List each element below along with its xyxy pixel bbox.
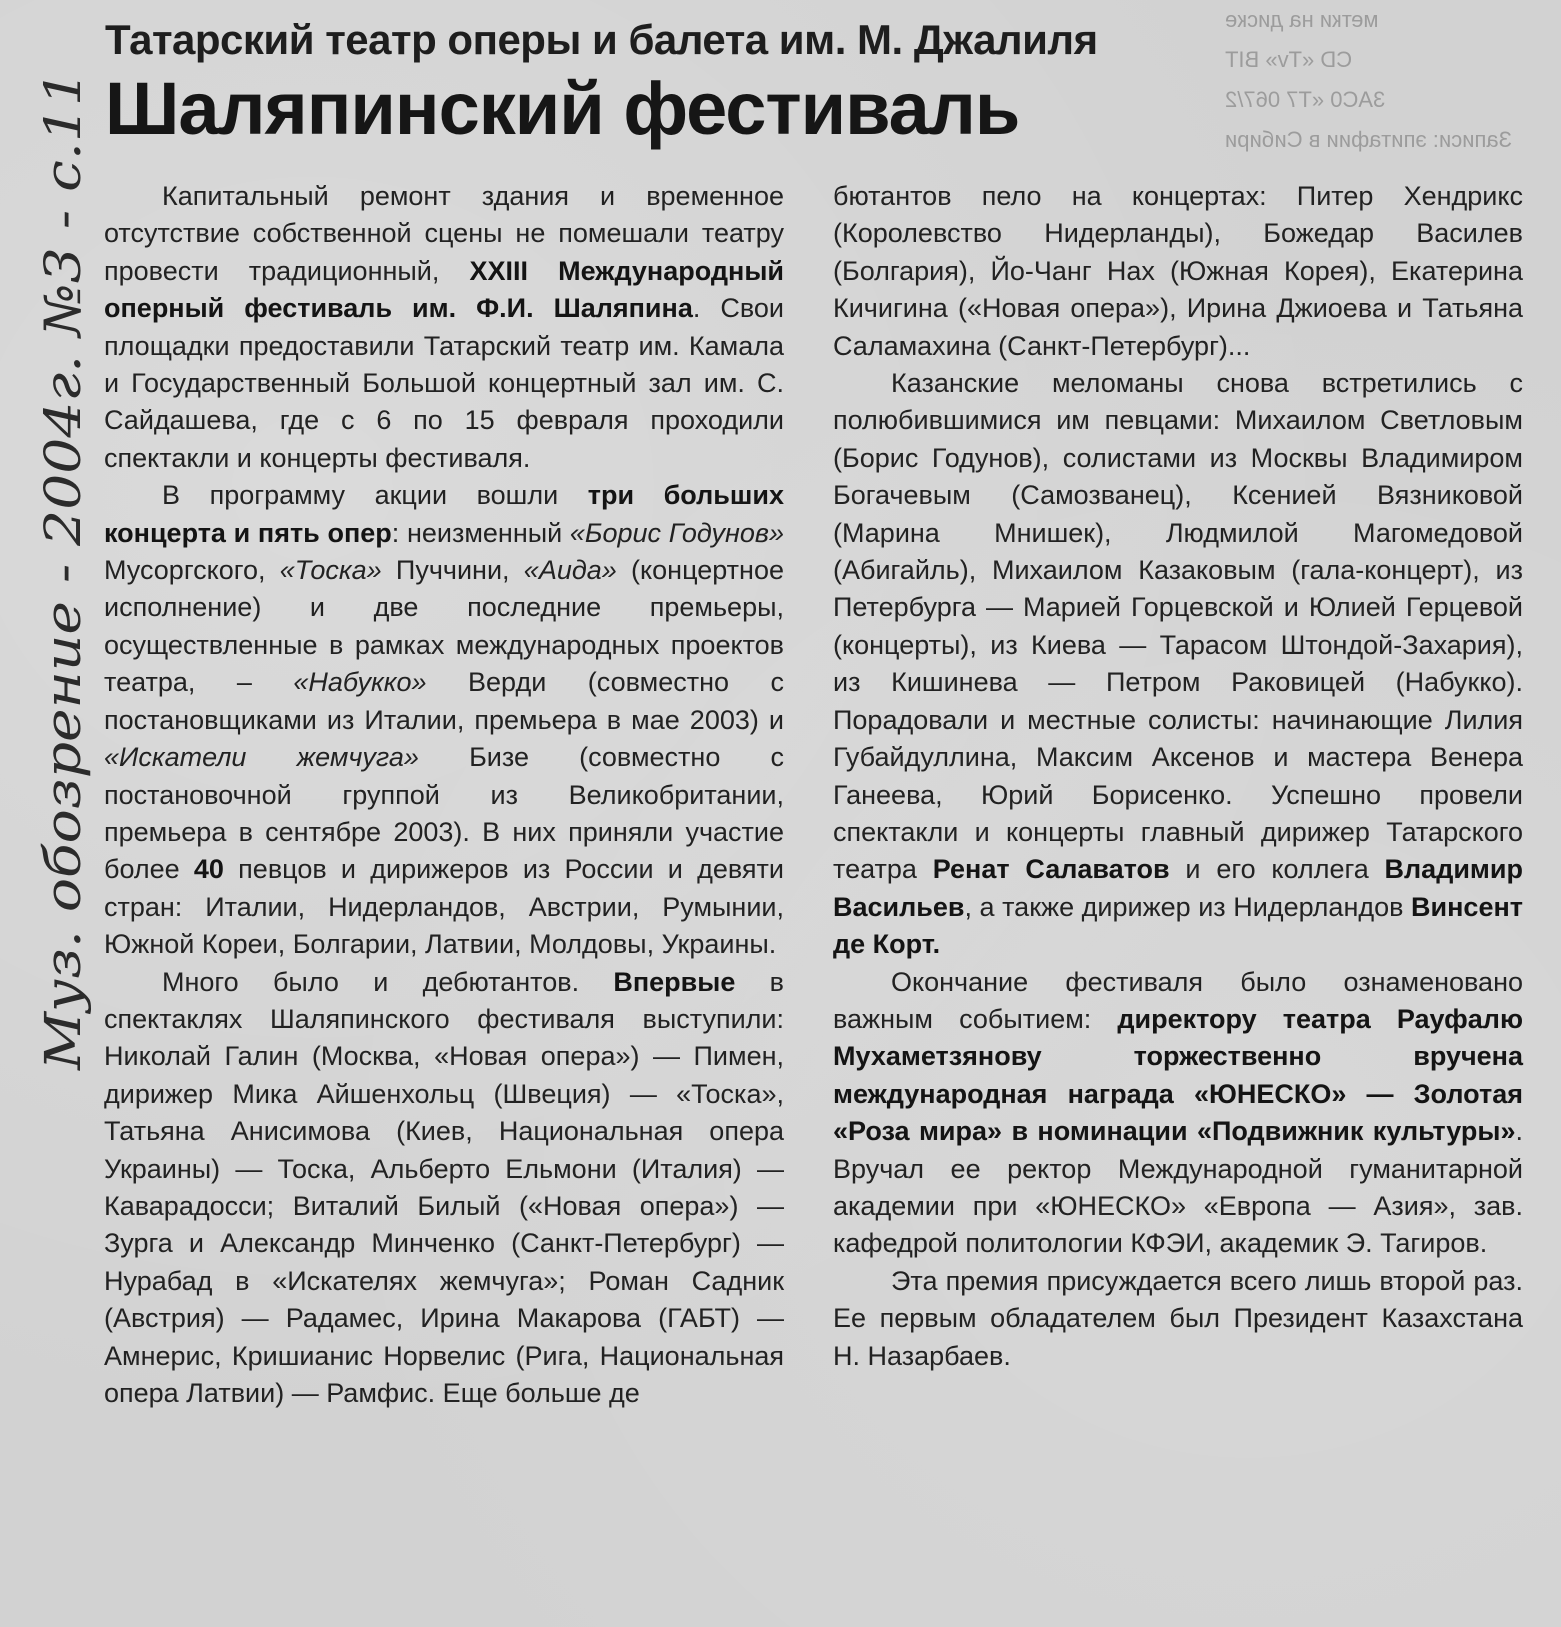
text-run: Много было и дебютантов. <box>162 966 614 997</box>
bold-text: Владимир Васильев <box>833 854 1523 922</box>
text-run: Мусоргского, <box>104 555 280 586</box>
text-run: Бизе (совместно с постановочной группой из Великобритании, премьера в сентябре 2003). В них приняли участие более <box>104 742 784 885</box>
text-run: Эта премия присуждается всего лишь второй раз. Ее первым обладателем был Президент Казахстана Н. Назарбаев. <box>833 1265 1523 1371</box>
text-run: Капитальный ремонт здания и временное отсутствие собственной сцены не помешали театру провести традиционный, <box>104 181 784 286</box>
italic-title: «Искатели жемчуга» <box>104 742 419 773</box>
bold-text: Ренат Салаватов <box>932 854 1170 885</box>
bleed-line: метки на диске <box>1225 7 1379 32</box>
bleed-line: 3AC0 «T7 067/2 <box>1225 87 1386 112</box>
handwritten-annotation-drawing <box>28 40 98 1080</box>
bleed-line: Записи: эпитафии в Сибири <box>1225 127 1512 152</box>
text-run: бютантов пело на концертах: Питер Хендрикс (Королевство Нидерланды), Божедар Василев (Болгария), Йо-Чанг Нах (Южная Корея), Екатерина Кичигина («Новая опера»), Ирина Джиоева и Татьяна Саламахина (Санкт-Петербург)... <box>833 181 1523 361</box>
text-run: Окончание фестиваля было ознаменовано важным событием: <box>833 966 1523 1034</box>
article-kicker: Татарский театр оперы и балета им. М. Джалиля <box>105 16 1098 63</box>
text-run: Казанские меломаны снова встретились с полюбившимися им певцами: Михаилом Светловым (Борис Годунов), солистами из Москвы Владимиром Богачевым (Самозванец), Ксенией Вязниковой (Марина Мнишек), Людмилой Магомедовой (Абигайль), Михаилом Казаковым (гала-концерт), из Петербурга — Марией Горцевской и Юлией Герцевой (концерты), из Киева — Тарасом Штондой-Захария), из Кишинева — Петром Раковицей (Набукко). Порадовали и местные солисты: начинающие Лилия Губайдуллина, Максим Аксенов и мастера Венера Ганеева, Юрий Борисенко. Успешно провели спектакли и концерты главный дирижер Татарского театра <box>833 368 1523 885</box>
handwritten-annotation-text: Муз. обозрение - 2004г. №3 - с.11 <box>34 188 92 1070</box>
italic-title: «Тоска» <box>279 555 382 586</box>
bold-text: Винсент де Корт. <box>833 891 1523 960</box>
bleed-line: CD «Tv» BIT <box>1225 47 1353 72</box>
text-run: Пуччини, <box>381 555 524 586</box>
article-paragraph <box>104 477 784 963</box>
bold-text: директору театра Рауфалю Мухаметзянову торжественно вручена международная награда «ЮНЕСКО» — Золотая «Роза мира» в номинации «Подвижник культуры» <box>833 1003 1523 1147</box>
article-column-right <box>833 178 1523 1375</box>
article-paragraph <box>833 178 1523 365</box>
text-run: . Вручал ее ректор Международной гуманитарной академии при «ЮНЕСКО» «Европа — Азия», зав. кафедрой политологии КФЭИ, академик Э. Тагиров. <box>833 1116 1523 1259</box>
italic-title: «Аида» <box>523 555 617 586</box>
bold-text: XXIII Международный оперный фестиваль им. Ф.И. Шаляпина <box>104 255 784 324</box>
article-title: Шаляпинский фестиваль <box>105 67 1020 150</box>
text-run: . Свои площадки предоставили Татарский театр им. Камала и Государственный Большой концертный зал им. С. Сайдашева, где с 6 по 15 февраля проходили спектакли и концерты фестиваля. <box>104 293 784 473</box>
italic-title: «Набукко» <box>293 667 427 698</box>
text-run: в спектаклях Шаляпинского фестиваля выступили: Николай Галин (Москва, «Новая опера») — Пимен, дирижер Мика Айшенхольц (Швеция) — «Тоска», Татьяна Анисимова (Киев, Национальная опера Украины) — Тоска, Альберто Ельмони (Италия) — Каварадосси; Виталий Билый («Новая опера») — Зурга и Александр Минченко (Санкт-Петербург) — Нурабад в «Искателях жемчуга»; Роман Садник (Австрия) — Радамес, Ирина Макарова (ГАБТ) — Амнерис, Кришианис Норвелис (Рига, Национальная опера Латвии) — Рамфис. Еще больше де <box>104 966 784 1408</box>
text-run: В программу акции вошли <box>162 480 588 511</box>
article-paragraph <box>833 365 1523 964</box>
article-paragraph <box>833 964 1523 1263</box>
bold-text: три больших концерта и пять опер <box>104 480 784 548</box>
italic-title: «Борис Годунов» <box>569 517 784 548</box>
article-paragraph <box>104 178 784 477</box>
text-run: и его коллега <box>1169 854 1385 885</box>
text-run: певцов и дирижеров из России и девяти стран: Италии, Нидерландов, Австрии, Румынии, Южной Кореи, Болгарии, Латвии, Молдовы, Украины. <box>104 854 784 960</box>
article-header <box>105 14 1505 150</box>
bold-text: 40 <box>193 854 224 885</box>
handwritten-annotation <box>28 40 98 1080</box>
article-paragraph <box>104 964 784 1413</box>
text-run: (концертное исполнение) и две последние премьеры, осуществленные в рамках международных проектов театра, – <box>104 555 784 698</box>
text-run: : неизменный <box>391 517 570 548</box>
article-column-left <box>104 178 784 1412</box>
bold-text: Впервые <box>613 966 736 997</box>
text-run: Верди (совместно с постановщиками из Италии, премьера в мае 2003) и <box>104 667 784 735</box>
article-paragraph <box>833 1263 1523 1375</box>
text-run: , а также дирижер из Нидерландов <box>964 891 1412 922</box>
